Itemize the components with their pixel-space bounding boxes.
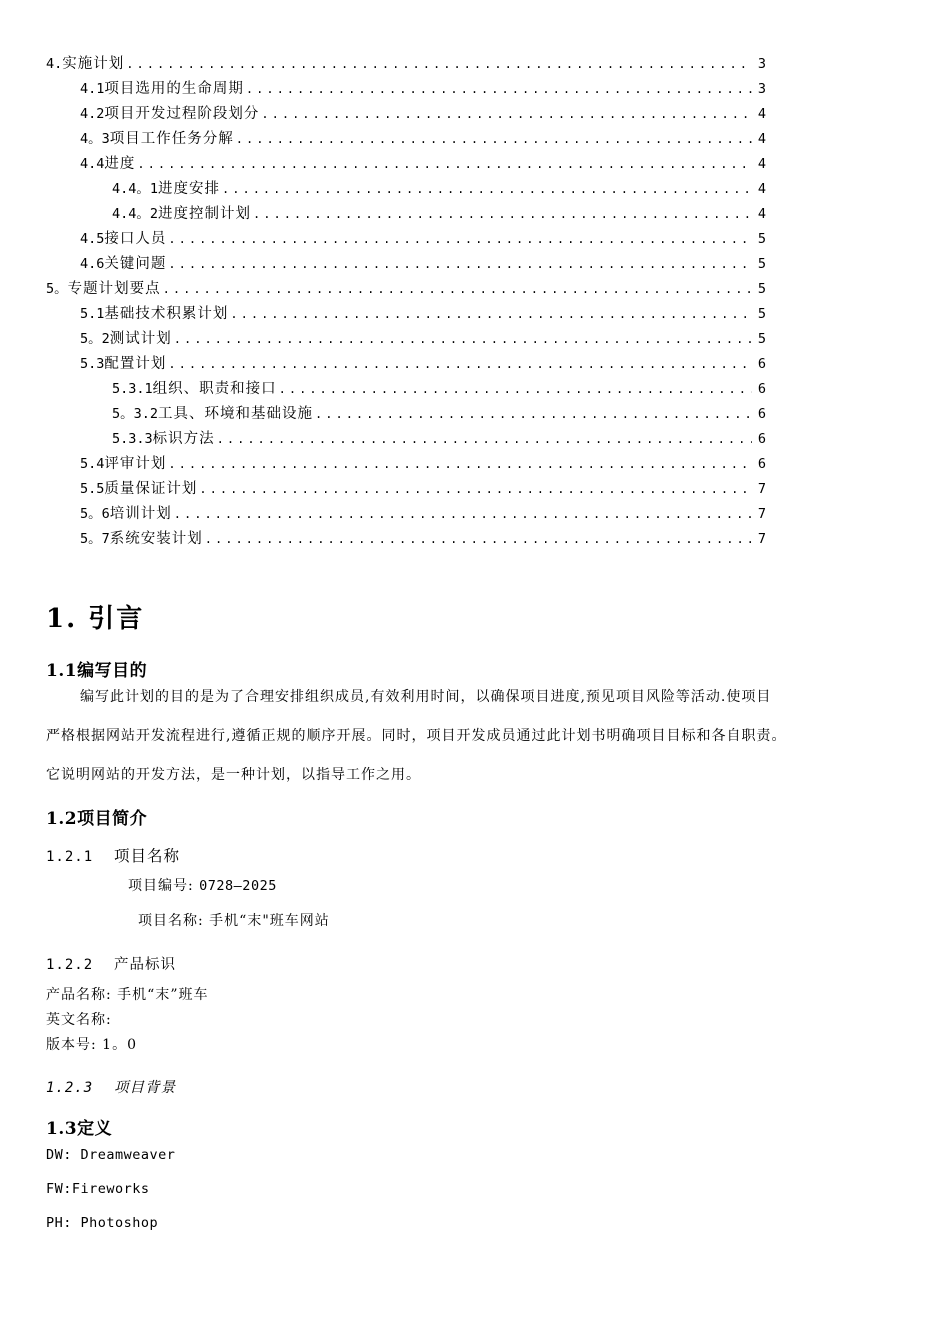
toc-title: 项目选用的生命周期: [104, 81, 244, 97]
toc-number: 5.3: [80, 356, 105, 372]
toc-number: 4.4。2: [112, 206, 159, 222]
toc-number: 5.4: [80, 456, 105, 472]
toc-page: 5: [757, 306, 766, 322]
toc-number: 5.1: [80, 306, 105, 322]
toc-entry[interactable]: [46, 377, 766, 402]
toc-number: 4.1: [80, 81, 105, 97]
project-code-label: 项目编号:: [128, 878, 194, 894]
toc-leader: [168, 352, 752, 377]
toc-entry[interactable]: [46, 302, 766, 327]
toc-page: 4: [757, 181, 766, 197]
toc-entry[interactable]: [46, 352, 766, 377]
toc-number: 5.3.3: [112, 431, 153, 447]
toc-title: 专题计划要点: [67, 281, 161, 297]
toc-page: 4: [757, 106, 766, 122]
toc-leader: [246, 77, 752, 102]
toc-entry[interactable]: [46, 52, 766, 77]
toc-entry[interactable]: [46, 527, 766, 552]
toc-entry[interactable]: [46, 477, 766, 502]
toc-leader: [174, 502, 752, 527]
paragraph-line: 编写此计划的目的是为了合理安排组织成员,有效利用时间，以确保项目进度,预见项目风险等活动.使项目: [80, 689, 772, 705]
project-name-line: 项目名称: 手机“末"班车网站: [138, 913, 330, 929]
heading-text: 项目背景: [114, 1080, 176, 1096]
toc-page: 6: [757, 406, 766, 422]
toc-leader: [236, 127, 752, 152]
toc-title: 进度控制计划: [158, 206, 252, 222]
toc-title: 质量保证计划: [104, 481, 198, 497]
toc-leader: [253, 202, 752, 227]
definition-line: PH: Photoshop: [46, 1215, 159, 1231]
toc-title: 组织、职责和接口: [152, 381, 277, 397]
sub-subsection-heading-product-id: [46, 953, 176, 974]
toc-entry[interactable]: [46, 452, 766, 477]
toc-leader: [126, 52, 752, 77]
toc-page: 7: [757, 506, 766, 522]
toc-title: 实施计划: [62, 56, 125, 72]
toc-page: 3: [757, 56, 766, 72]
toc-number: 4.4: [80, 156, 105, 172]
toc-page: 6: [757, 431, 766, 447]
toc-leader: [261, 102, 752, 127]
toc-page: 5: [757, 331, 766, 347]
toc-leader: [205, 527, 752, 552]
toc-entry[interactable]: [46, 202, 766, 227]
toc-page: 3: [757, 81, 766, 97]
toc-number: 5。7: [80, 531, 110, 547]
toc-page: 4: [757, 131, 766, 147]
toc-number: 4.6: [80, 256, 105, 272]
toc-title: 标识方法: [152, 431, 215, 447]
toc-page: 4: [757, 156, 766, 172]
section-heading-introduction: 1. 引言: [46, 604, 145, 634]
toc-number: 4.5: [80, 231, 105, 247]
product-name-line: 产品名称: 手机“末”班车: [46, 987, 209, 1003]
toc-page: 6: [757, 356, 766, 372]
definition-line: DW: Dreamweaver: [46, 1147, 176, 1163]
toc-entry[interactable]: [46, 102, 766, 127]
project-code-value: 0728—2025: [199, 878, 277, 894]
toc-entry[interactable]: [46, 127, 766, 152]
project-code-line: [128, 875, 277, 895]
toc-title: 测试计划: [109, 331, 172, 347]
toc-title: 接口人员: [104, 231, 167, 247]
toc-entry[interactable]: [46, 427, 766, 452]
heading-number: 1.2.3: [46, 1080, 94, 1096]
toc-entry[interactable]: [46, 327, 766, 352]
toc-leader: [279, 377, 752, 402]
toc-number: 5。6: [80, 506, 110, 522]
toc-page: 5: [757, 281, 766, 297]
toc-page: 4: [757, 206, 766, 222]
version-line: 版本号: 1。0: [46, 1037, 137, 1053]
heading-number: 1.2.2: [46, 957, 94, 973]
toc-number: 4.4。1: [112, 181, 159, 197]
toc-leader: [168, 452, 752, 477]
toc-leader: [315, 402, 752, 427]
toc-leader: [222, 177, 752, 202]
toc-title: 项目工作任务分解: [109, 131, 234, 147]
toc-page: 7: [757, 481, 766, 497]
toc-number: 4.: [46, 56, 63, 72]
toc-leader: [168, 252, 752, 277]
toc-title: 进度安排: [158, 181, 221, 197]
toc-title: 进度: [104, 156, 136, 172]
toc-entry[interactable]: [46, 152, 766, 177]
toc-leader: [163, 277, 752, 302]
toc-number: 5.3.1: [112, 381, 153, 397]
paragraph-line: 它说明网站的开发方法，是一种计划，以指导工作之用。: [46, 767, 421, 783]
toc-title: 系统安装计划: [109, 531, 203, 547]
toc-page: 5: [757, 256, 766, 272]
subsection-heading-definitions: 1.3定义: [46, 1119, 113, 1139]
toc-number: 5。3.2: [112, 406, 159, 422]
heading-number: 1.2.1: [46, 849, 94, 865]
toc-leader: [137, 152, 752, 177]
toc-title: 评审计划: [104, 456, 167, 472]
toc-number: 5。2: [80, 331, 110, 347]
toc-title: 工具、环境和基础设施: [158, 406, 314, 422]
toc-entry[interactable]: [46, 252, 766, 277]
toc-number: 5。: [46, 281, 68, 297]
toc-leader: [217, 427, 752, 452]
toc-entry[interactable]: [46, 227, 766, 252]
toc-number: 4.2: [80, 106, 105, 122]
toc-leader: [174, 327, 752, 352]
paragraph-line: 严格根据网站开发流程进行,遵循正规的顺序开展。同时，项目开发成员通过此计划书明确项目目标和各自职责。: [46, 728, 787, 744]
toc-title: 基础技术积累计划: [104, 306, 229, 322]
toc-title: 项目开发过程阶段划分: [104, 106, 260, 122]
english-name-line: 英文名称:: [46, 1012, 112, 1028]
toc-entry[interactable]: [46, 177, 766, 202]
toc-page: 6: [757, 381, 766, 397]
toc-leader: [199, 477, 752, 502]
toc-leader: [230, 302, 752, 327]
sub-subsection-heading-background: [46, 1076, 176, 1097]
toc-page: 5: [757, 231, 766, 247]
toc-number: 5.5: [80, 481, 105, 497]
toc-entry[interactable]: [46, 502, 766, 527]
definition-line: FW:Fireworks: [46, 1181, 150, 1197]
table-of-contents: [46, 52, 766, 552]
subsection-heading-project-intro: 1.2项目简介: [46, 809, 148, 829]
toc-title: 培训计划: [109, 506, 172, 522]
subsection-heading-purpose: 1.1编写目的: [46, 661, 148, 681]
toc-entry[interactable]: [46, 402, 766, 427]
toc-title: 关键问题: [104, 256, 167, 272]
toc-title: 配置计划: [104, 356, 167, 372]
toc-page: 6: [757, 456, 766, 472]
toc-entry[interactable]: [46, 77, 766, 102]
toc-number: 4。3: [80, 131, 110, 147]
sub-subsection-heading-project-name: [46, 844, 180, 866]
toc-entry[interactable]: [46, 277, 766, 302]
toc-leader: [168, 227, 752, 252]
toc-page: 7: [757, 531, 766, 547]
heading-text: 产品标识: [114, 957, 176, 973]
heading-text: 项目名称: [114, 847, 181, 865]
